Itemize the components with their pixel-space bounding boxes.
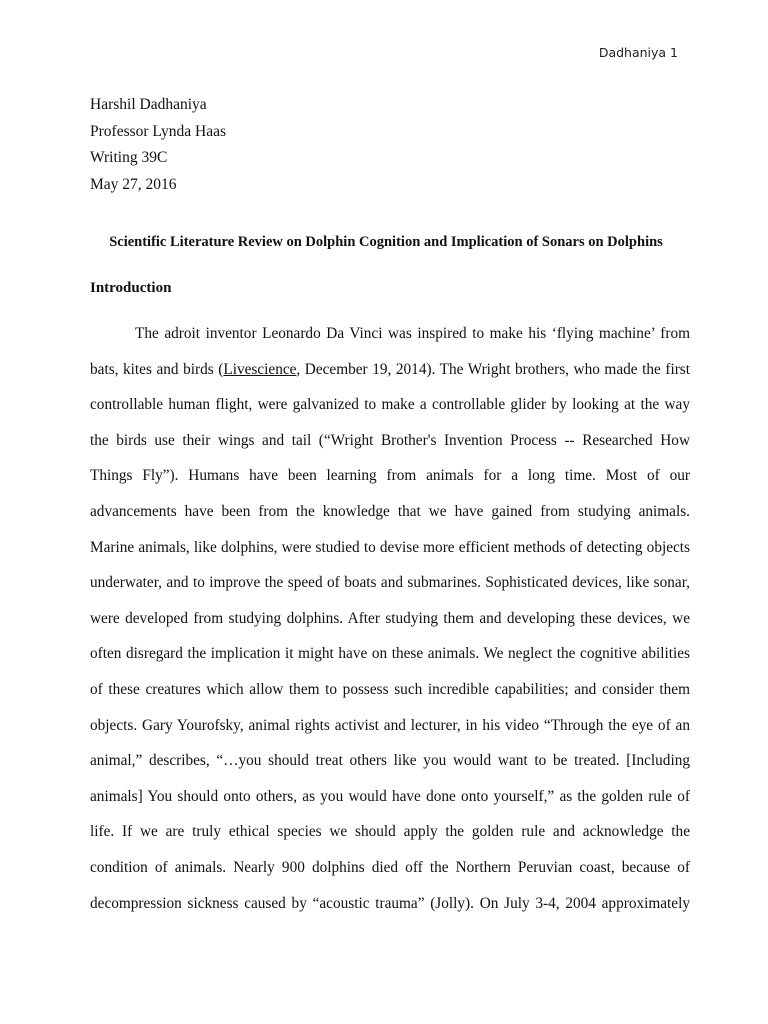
body-text-fragment: , December 19, 2014). The Wright brothers, who made the first — [296, 360, 690, 378]
body-line: condition of animals. Nearly 900 dolphins died off the Northern Peruvian coast, because of — [90, 858, 690, 876]
section-heading: Introduction — [90, 280, 172, 296]
body-line: of these creatures which allow them to possess such incredible capabilities; and consider them — [90, 680, 690, 698]
body-line: objects. Gary Yourofsky, animal rights activist and lecturer, in his video “Through the eye of an — [90, 716, 690, 734]
body-line: Things Fly”). Humans have been learning from animals for a long time. Most of our — [90, 467, 690, 485]
body-line: Marine animals, like dolphins, were studied to devise more efficient methods of detecting objects — [90, 538, 690, 556]
running-head: Dadhaniya 1 — [598, 45, 678, 60]
date: May 27, 2016 — [90, 175, 177, 193]
body-line: often disregard the implication it might have on these animals. We neglect the cognitive abilities — [90, 645, 690, 663]
livescience-link[interactable]: Livescience — [223, 360, 297, 378]
course-name: Writing 39C — [90, 149, 168, 166]
body-line: advancements have been from the knowledge that we have gained from studying animals. — [90, 502, 690, 520]
body-line: The adroit inventor Leonardo Da Vinci was inspired to make his ‘flying machine’ from — [135, 325, 690, 342]
body-line: decompression sickness caused by “acoustic trauma” (Jolly). On July 3-4, 2004 approximately — [90, 894, 690, 912]
body-line: animals] You should onto others, as you would have done onto yourself,” as the golden rule of — [90, 787, 690, 805]
body-paragraph — [90, 323, 690, 928]
body-line — [90, 359, 690, 395]
body-text-fragment: bats, kites and birds ( — [90, 360, 224, 378]
header-block — [90, 92, 226, 198]
paper-title: Scientific Literature Review on Dolphin Cognition and Implication of Sonars on Dolphins — [109, 234, 663, 250]
body-line: animal,” describes, “…you should treat others like you would want to be treated. [Including — [90, 752, 690, 770]
body-line: controllable human flight, were galvanized to make a controllable glider by looking at the way — [90, 396, 690, 414]
body-line: the birds use their wings and tail (“Wright Brother's Invention Process -- Researched How — [90, 431, 690, 449]
body-line: underwater, and to improve the speed of boats and submarines. Sophisticated devices, like sonar, — [90, 574, 690, 592]
body-line: were developed from studying dolphins. After studying them and developing these devices, we — [90, 609, 690, 627]
body-line: life. If we are truly ethical species we should apply the golden rule and acknowledge the — [90, 823, 690, 841]
professor-name: Professor Lynda Haas — [90, 122, 227, 140]
author-name: Harshil Dadhaniya — [90, 96, 207, 113]
